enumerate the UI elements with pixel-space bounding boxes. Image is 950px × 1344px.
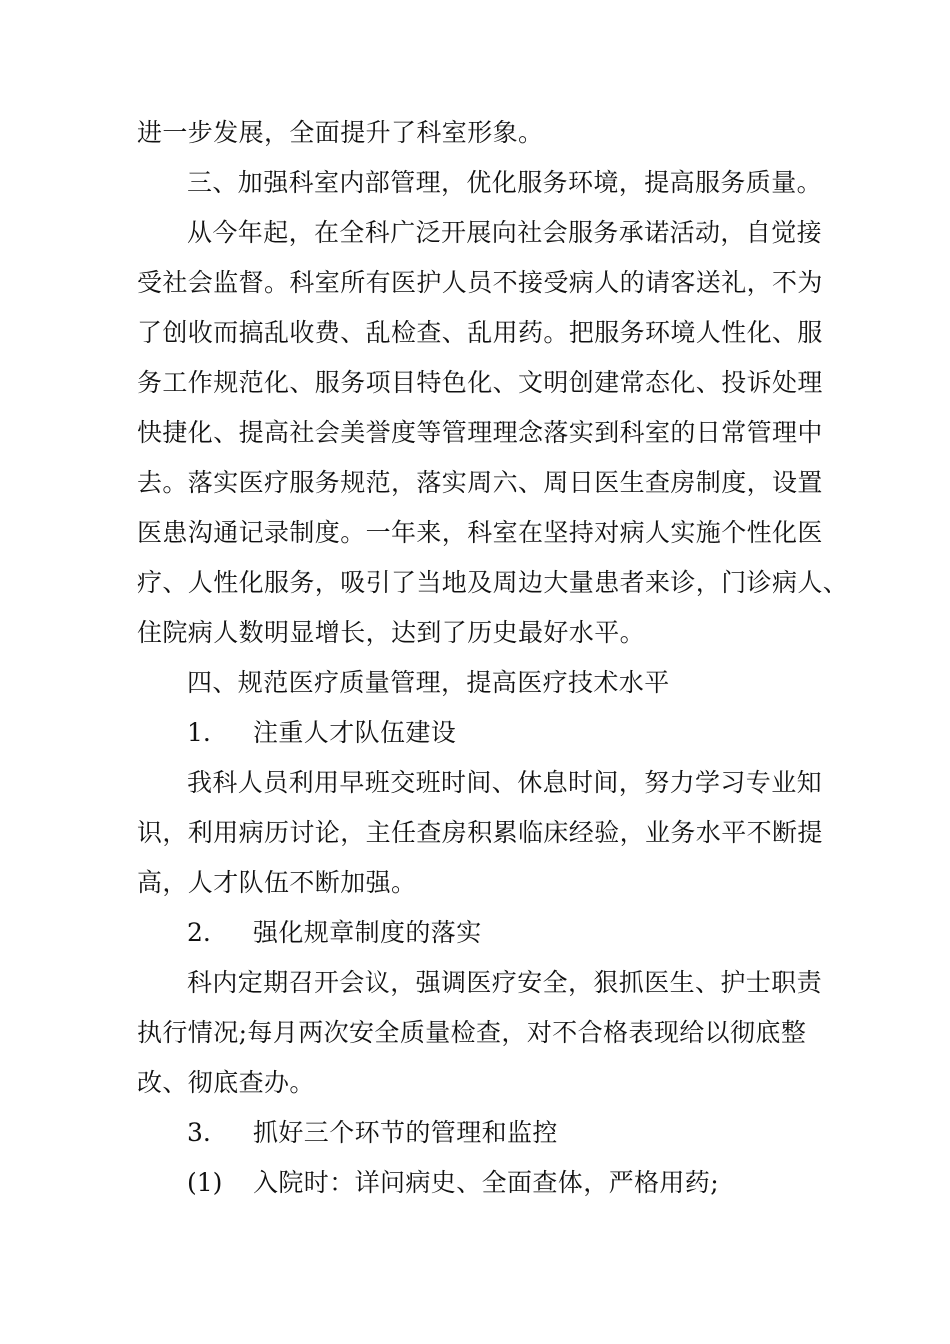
list-number: (1) [187, 1168, 223, 1197]
list-item-text: 强化规章制度的落实 [253, 918, 482, 947]
list-number: 2. [187, 918, 211, 947]
text-line: 从今年起，在全科广泛开展向社会服务承诺活动，自觉接 [187, 218, 823, 247]
text-line: 识，利用病历讨论，主任查房积累临床经验，业务水平不断提 [137, 818, 823, 847]
section-heading: 四、规范医疗质量管理，提高医疗技术水平 [187, 668, 670, 697]
text-line: 高，人才队伍不断加强。 [137, 868, 417, 897]
list-number: 1. [187, 718, 211, 747]
list-item-text: 入院时：详问病史、全面查体，严格用药; [253, 1168, 720, 1197]
text-line: 务工作规范化、服务项目特色化、文明创建常态化、投诉处理 [137, 368, 823, 397]
list-item-text: 抓好三个环节的管理和监控 [253, 1118, 558, 1147]
list-number: 3. [187, 1118, 211, 1147]
text-line: 住院病人数明显增长，达到了历史最好水平。 [137, 618, 646, 647]
section-heading: 三、加强科室内部管理，优化服务环境，提高服务质量。 [187, 168, 823, 197]
text-line: 医患沟通记录制度。一年来，科室在坚持对病人实施个性化医 [137, 518, 823, 547]
text-line: 疗、人性化服务，吸引了当地及周边大量患者来诊，门诊病人、 [137, 568, 849, 597]
text-line: 快捷化、提高社会美誉度等管理理念落实到科室的日常管理中 [137, 418, 823, 447]
list-item-text: 注重人才队伍建设 [253, 718, 457, 747]
text-line: 执行情况;每月两次安全质量检查，对不合格表现给以彻底整 [137, 1018, 807, 1047]
text-line: 我科人员利用早班交班时间、休息时间，努力学习专业知 [187, 768, 823, 797]
text-line: 去。落实医疗服务规范，落实周六、周日医生查房制度，设置 [137, 468, 823, 497]
text-line: 了创收而搞乱收费、乱检查、乱用药。把服务环境人性化、服 [137, 318, 823, 347]
text-line: 受社会监督。科室所有医护人员不接受病人的请客送礼，不为 [137, 268, 823, 297]
text-line: 进一步发展，全面提升了科室形象。 [137, 118, 544, 147]
text-line: 改、彻底查办。 [137, 1068, 315, 1097]
text-line: 科内定期召开会议，强调医疗安全，狠抓医生、护士职责 [187, 968, 823, 997]
